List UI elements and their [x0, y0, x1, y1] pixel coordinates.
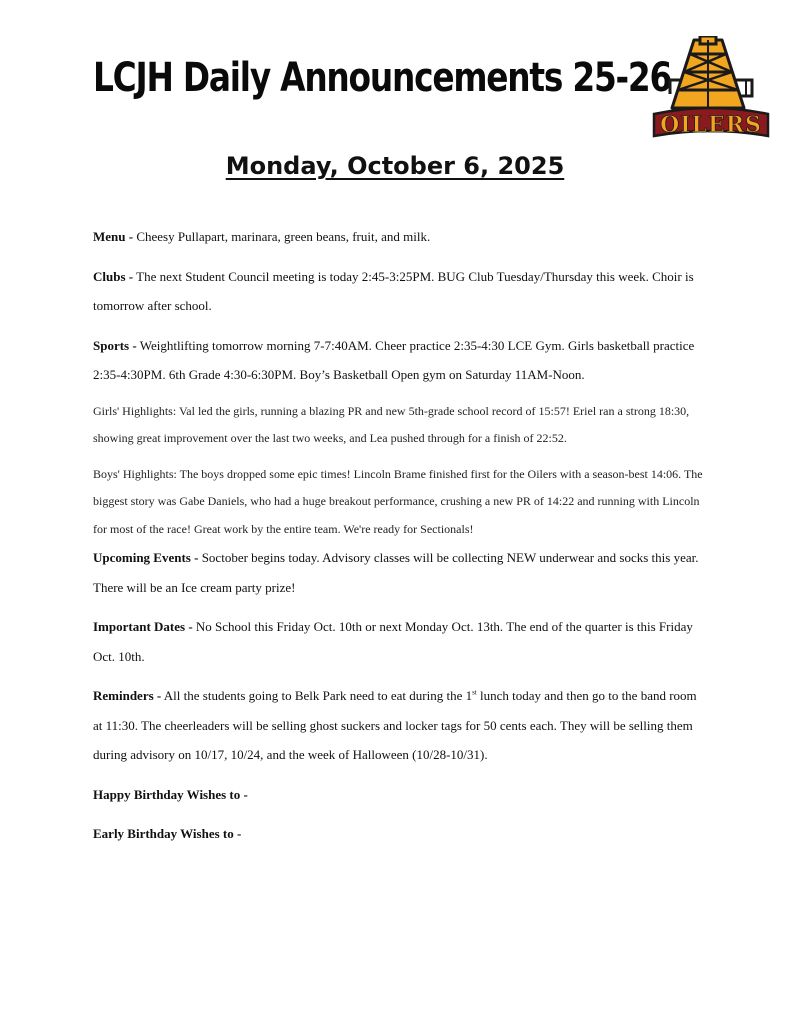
clubs-section: [93, 262, 703, 321]
important-dates-section: [93, 612, 703, 671]
clubs-text: The next Student Council meeting is today 2:45-3:25PM. BUG Club Tuesday/Thursday this week. Choir is tomorrow after school.: [93, 268, 694, 313]
important-dates-text: No School this Friday Oct. 10th or next Monday Oct. 13th. The end of the quarter is this Friday Oct. 10th.: [93, 619, 693, 664]
sports-text: Weightlifting tomorrow morning 7-7:40AM. Cheer practice 2:35-4:30 LCE Gym. Girls basketball practice 2:35-4:30PM. 6th Grade 4:30-6:30PM. Boy’s Basketball Open gym on Saturday 11AM-Noon.: [93, 337, 695, 382]
girls-highlights: Girls' Highlights: Val led the girls, running a blazing PR and new 5th-grade school record of 15:57! Eriel ran a strong 18:30, showing great improvement over the last two weeks, and Lea pushed through for a finish of 22:52.: [93, 403, 690, 445]
oil-derrick-icon: [670, 36, 752, 108]
logo-text: OILERS: [660, 112, 762, 138]
announcements-body: [93, 222, 703, 849]
page-title: LCJH Daily Announcements 25-26: [93, 55, 672, 101]
upcoming-events-label: Upcoming Events -: [93, 550, 199, 565]
reminders-text-1: All the students going to Belk Park need to eat during the 1: [161, 688, 473, 703]
menu-section: [93, 222, 703, 252]
birthday-label: Happy Birthday Wishes to -: [93, 786, 248, 802]
reminders-label: Reminders -: [93, 688, 162, 703]
important-dates-label: Important Dates -: [93, 619, 193, 634]
sports-label: Sports -: [93, 337, 137, 353]
reminders-text-2: lunch today and then go to the band room at 11:30. The cheerleaders will be selling ghost suckers and locker tags for 50 cents each. They will be selling them during advisory on 10/17, 10/24, and the week of Halloween (10/28-10/31).: [93, 688, 697, 762]
boys-highlights: Boys' Highlights: The boys dropped some epic times! Lincoln Brame finished first for the Oilers with a season-best 14:06. The biggest story was Gabe Daniels, who had a huge breakout performance, crushing a new PR of 14:22 and running with Lincoln for most of the race! Great work by the entire team. We're ready for Sectionals!: [93, 466, 703, 536]
reminders-superscript: st: [472, 688, 477, 697]
oilers-wordmark: [654, 108, 768, 138]
early-birthday-section: [93, 819, 703, 849]
sports-section: [93, 331, 703, 390]
early-birthday-label: Early Birthday Wishes to -: [93, 826, 242, 841]
reminders-section: [93, 681, 703, 770]
oilers-derrick-logo: [648, 36, 774, 142]
date-heading: [0, 152, 790, 181]
menu-label: Menu -: [93, 229, 134, 244]
date-text: Monday, October 6, 2025: [225, 152, 565, 180]
clubs-label: Clubs -: [93, 268, 134, 284]
upcoming-events-section: [93, 543, 703, 602]
birthday-section: [93, 780, 703, 810]
upcoming-events-text: Soctober begins today. Advisory classes will be collecting NEW underwear and socks this year. There will be an Ice cream party prize!: [93, 550, 699, 595]
menu-text: Cheesy Pullapart, marinara, green beans, fruit, and milk.: [133, 229, 431, 244]
